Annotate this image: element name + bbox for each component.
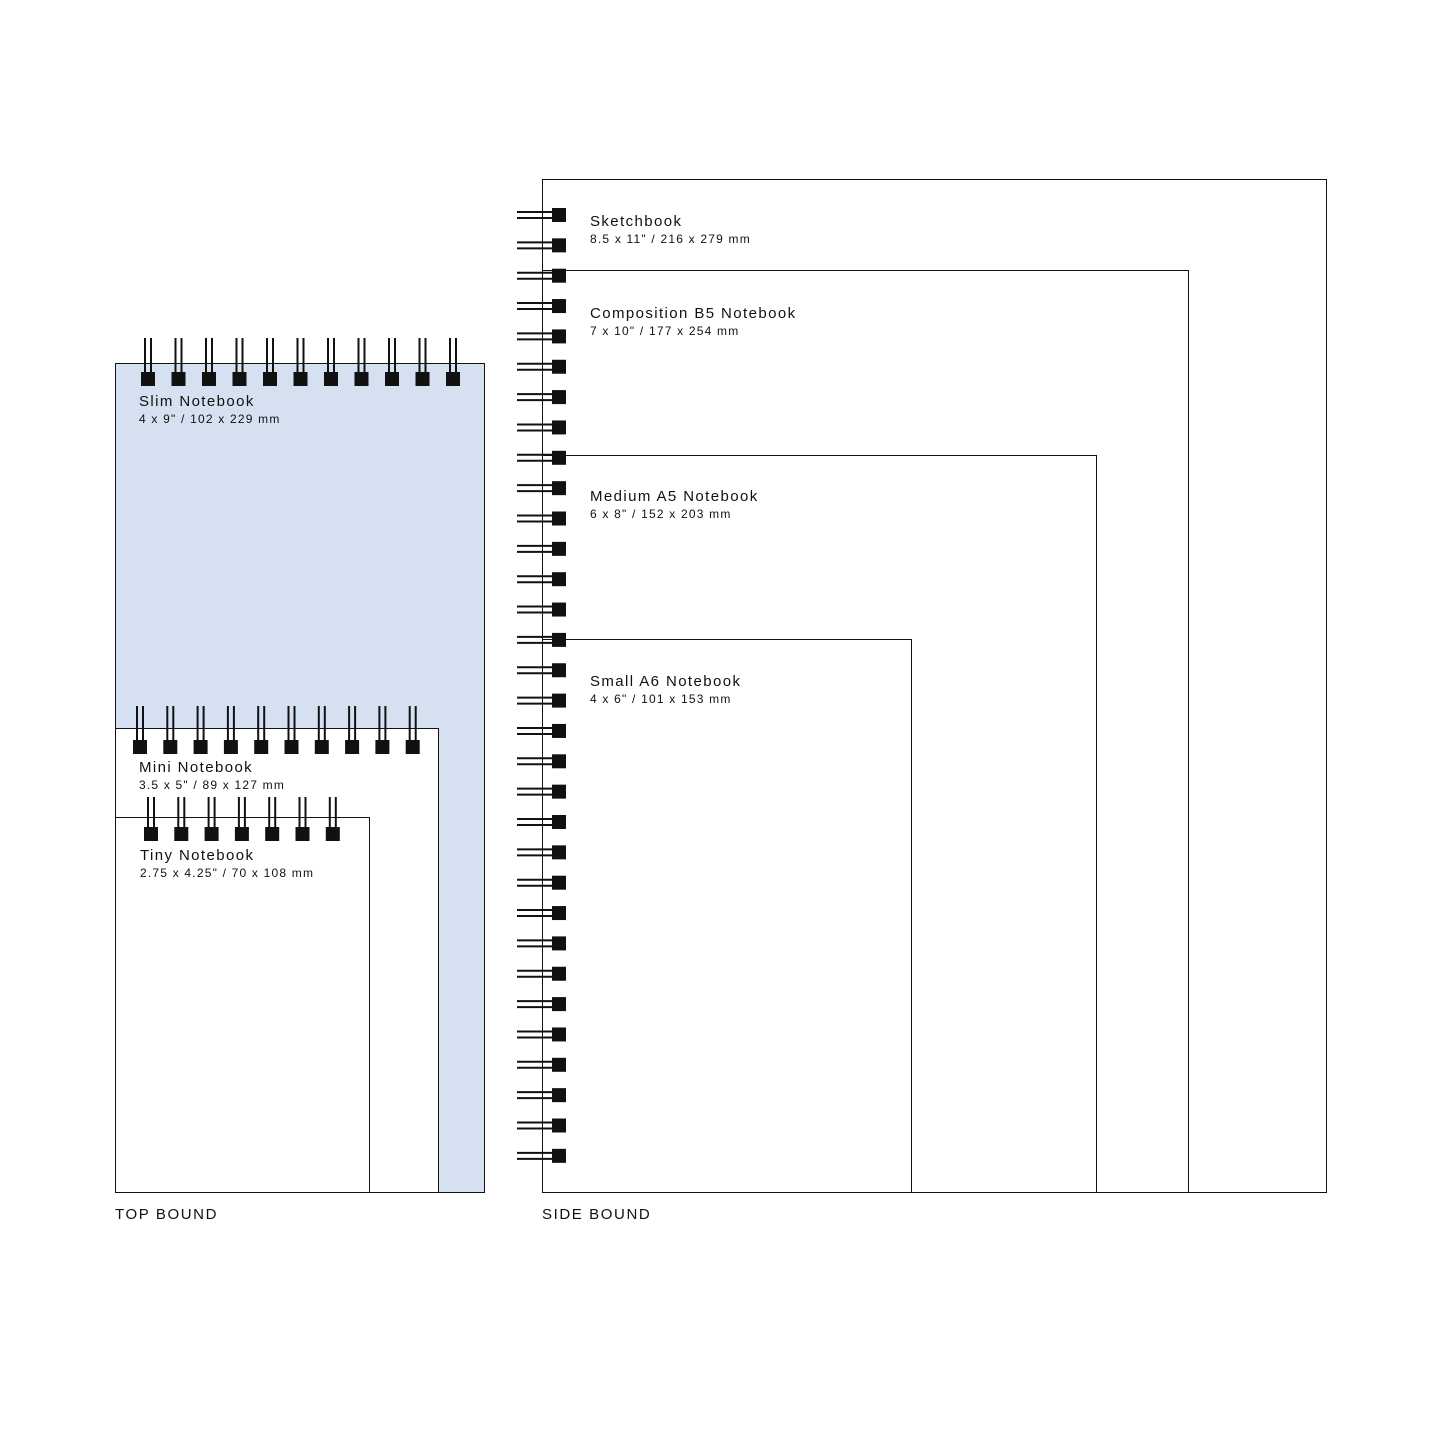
composition-b5-notebook-dims: 7 x 10" / 177 x 254 mm xyxy=(590,324,740,338)
mini-notebook-dims: 3.5 x 5" / 89 x 127 mm xyxy=(139,778,286,792)
tiny-notebook-dims: 2.75 x 4.25" / 70 x 108 mm xyxy=(140,866,315,880)
sketchbook-label xyxy=(590,213,751,247)
tiny-notebook-name: Tiny Notebook xyxy=(140,847,255,864)
mini-notebook-name: Mini Notebook xyxy=(139,759,254,776)
composition-b5-notebook-name: Composition B5 Notebook xyxy=(590,305,797,322)
small-a6-notebook-dims: 4 x 6" / 101 x 153 mm xyxy=(590,692,732,706)
slim-notebook-label xyxy=(139,393,281,427)
small-a6-notebook-name: Small A6 Notebook xyxy=(590,673,742,690)
medium-a5-notebook-name: Medium A5 Notebook xyxy=(590,488,759,505)
tiny-notebook-label xyxy=(140,847,314,881)
medium-a5-notebook-label xyxy=(590,488,759,522)
sketchbook-dims: 8.5 x 11" / 216 x 279 mm xyxy=(590,232,751,246)
composition-b5-notebook-label xyxy=(590,305,796,339)
slim-notebook-name: Slim Notebook xyxy=(139,393,255,410)
small-a6-notebook-label xyxy=(590,673,741,707)
sketchbook-name: Sketchbook xyxy=(590,213,683,230)
slim-notebook-dims: 4 x 9" / 102 x 229 mm xyxy=(139,412,281,426)
mini-notebook-label xyxy=(139,759,285,793)
small-a6-notebook xyxy=(542,639,912,1193)
side-bound-caption: SIDE BOUND xyxy=(542,1206,652,1223)
medium-a5-notebook-dims: 6 x 8" / 152 x 203 mm xyxy=(590,507,732,521)
top-bound-caption: TOP BOUND xyxy=(115,1206,219,1223)
